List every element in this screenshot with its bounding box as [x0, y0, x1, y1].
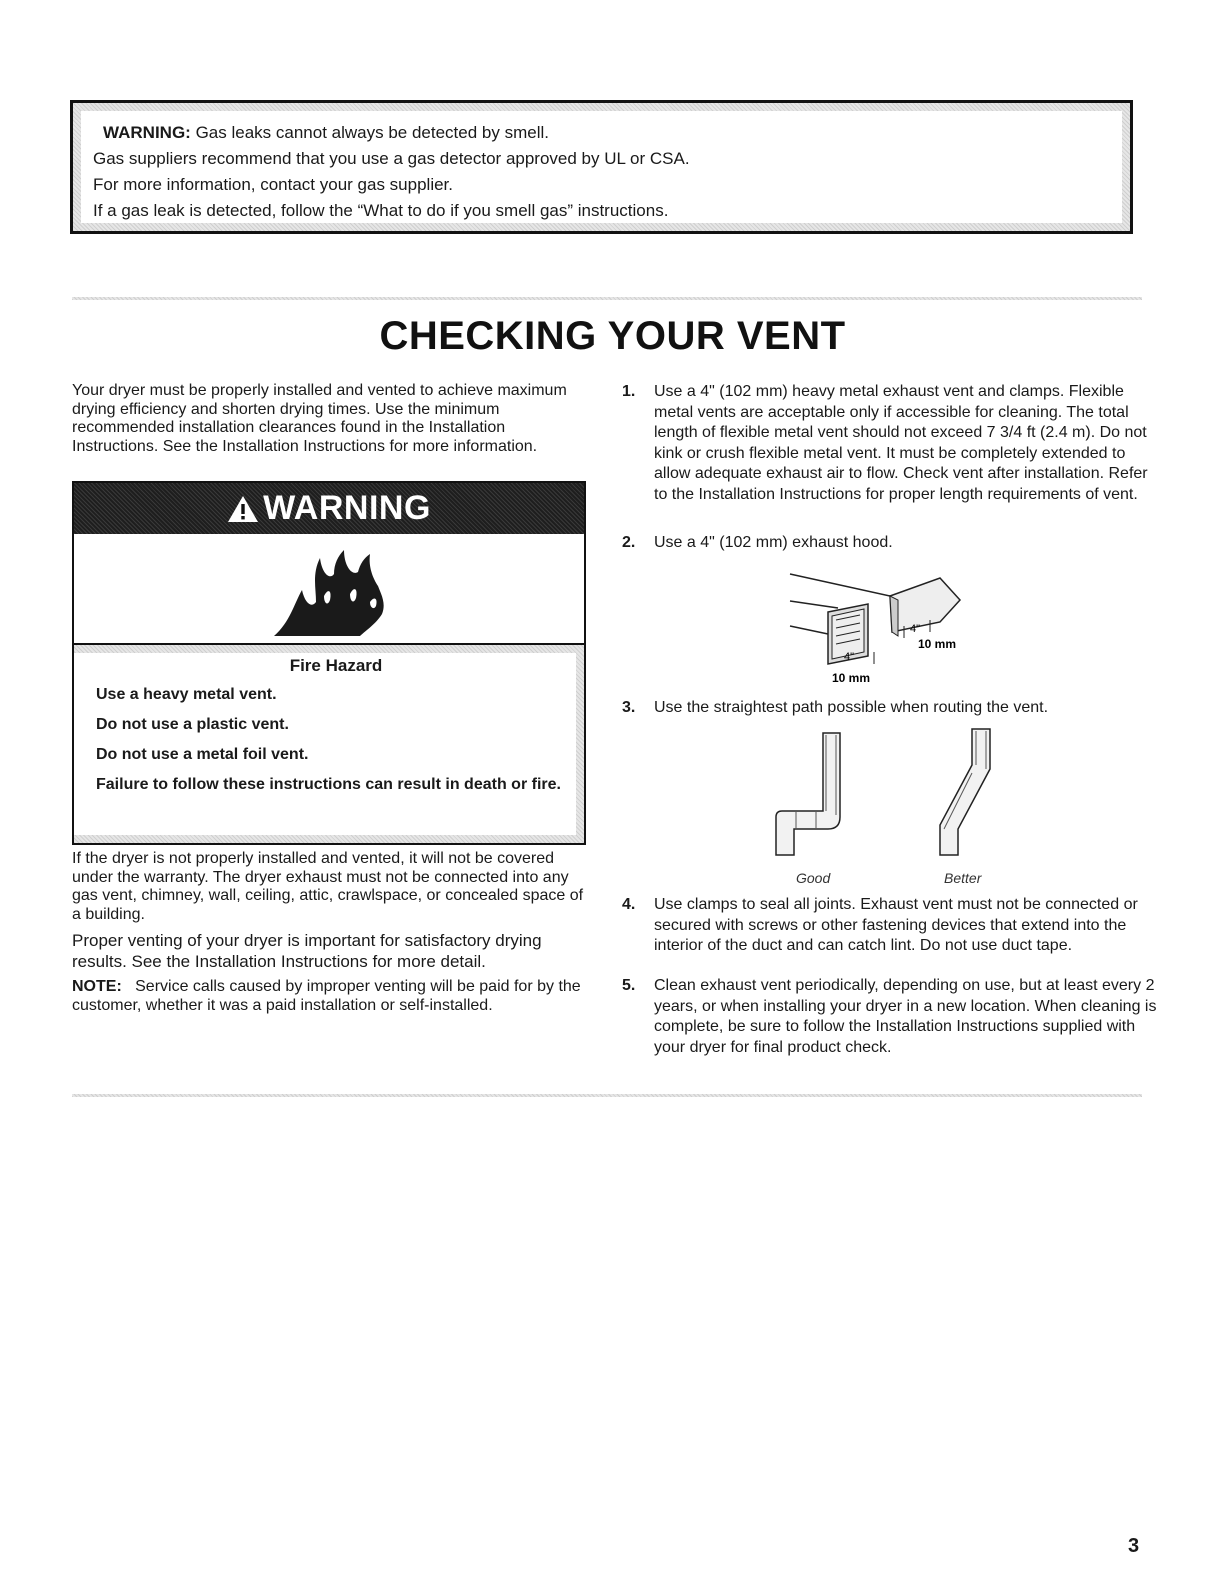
step-3-text: Use the straightest path possible when routing the vent. — [654, 699, 1049, 716]
warranty-paragraph: If the dryer is not properly installed and vented, it will not be covered under the warranty. The dryer exhaust must not be connected into any gas vent, chimney, wall, ceiling, attic, crawlspace, or concealed space of a building. — [72, 850, 584, 923]
venting-paragraph: Proper venting of your dryer is important for satisfactory drying results. See the Installation Instructions for more detail. — [72, 931, 542, 971]
hood-dim-b: 4" — [844, 651, 855, 663]
step-5-text: Clean exhaust vent periodically, depending on use, but at least every 2 years, or when installing your dryer in a new location. When cleaning is complete, be sure to follow the Installation Instructions supplied with your dryer for final product check. — [654, 977, 1157, 1056]
step-3-number: 3. — [622, 699, 636, 716]
gas-warning-box — [70, 100, 1133, 234]
step-1-number: 1. — [622, 383, 636, 400]
hazard-line-3: Do not use a metal foil vent. — [96, 746, 309, 763]
warning-header — [74, 483, 584, 534]
gas-warning-line-3: For more information, contact your gas supplier. — [93, 175, 453, 194]
warning-header-label: WARNING — [263, 489, 431, 527]
hazard-line-1: Use a heavy metal vent. — [96, 686, 277, 703]
step-1 — [622, 382, 1157, 505]
intro-paragraph: Your dryer must be properly installed and vented to achieve maximum drying efficiency and shorten drying times. Use the minimum recommended installation clearances found in the Installation Instructions. See the Installation Instructions for more information. — [72, 382, 567, 455]
hazard-title: Fire Hazard — [289, 656, 383, 675]
better-vent-shape — [940, 729, 990, 855]
hood-dim-a: 4" — [910, 623, 921, 635]
intro-column — [72, 382, 592, 456]
hazard-line-4: Failure to follow these instructions can result in death or fire. — [96, 776, 561, 793]
step-4-text: Use clamps to seal all joints. Exhaust vent must not be connected or secured with screws or other fastening devices that extend into the interior of the duct and can catch lint. Do not use duct tape. — [654, 896, 1138, 954]
page-title: CHECKING YOUR VENT — [379, 314, 846, 358]
divider-top — [72, 297, 1142, 300]
step-5 — [622, 976, 1157, 1058]
warning-triangle-icon — [227, 495, 259, 523]
vent-routing-diagram — [760, 725, 1020, 865]
fire-warning-panel — [72, 481, 586, 845]
gas-warning-line-1 — [93, 120, 1110, 146]
note-paragraph — [72, 978, 592, 1015]
divider-bottom — [72, 1094, 1142, 1097]
gas-warning-line-4: If a gas leak is detected, follow the “What to do if you smell gas” instructions. — [93, 201, 669, 220]
note-text: Service calls caused by improper venting will be paid for by the customer, whether it was a paid installation or self-installed. — [72, 978, 581, 1014]
hood-mm-b: 10 mm — [832, 671, 871, 685]
step-3 — [622, 698, 1157, 719]
fire-icon-area — [74, 534, 584, 645]
caption-good: Good — [796, 870, 831, 886]
note-label: NOTE: — [72, 978, 122, 995]
caption-better: Better — [944, 870, 982, 886]
good-vent-shape — [776, 733, 840, 855]
page-number: 3 — [1128, 1535, 1140, 1557]
gas-warning-text-1: Gas leaks cannot always be detected by smell. — [195, 123, 549, 142]
gas-warning-label: WARNING: — [103, 123, 191, 142]
fire-icon — [272, 544, 392, 639]
hood-mm-a: 10 mm — [918, 637, 957, 651]
gas-warning-line-2: Gas suppliers recommend that you use a gas detector approved by UL or CSA. — [93, 149, 690, 168]
step-2-number: 2. — [622, 534, 636, 551]
step-1-text: Use a 4" (102 mm) heavy metal exhaust vent and clamps. Flexible metal vents are acceptable only if accessible for cleaning. The total length of flexible metal vent should not exceed 7 3/4 ft (2.4 m). Do not kink or crush flexible metal vent. It must be completely extended to allow adequate exhaust air to flow. Check vent after installation. Refer to the Installation Instructions for proper length requirements of vent. — [654, 383, 1148, 503]
warranty-column — [72, 850, 592, 1021]
step-4-number: 4. — [622, 896, 636, 913]
warning-body — [74, 645, 584, 843]
hazard-line-2: Do not use a plastic vent. — [96, 716, 289, 733]
exhaust-hood-diagram — [780, 556, 980, 686]
step-4 — [622, 895, 1157, 957]
step-2 — [622, 533, 1157, 554]
step-5-number: 5. — [622, 977, 636, 994]
step-2-text: Use a 4" (102 mm) exhaust hood. — [654, 534, 893, 551]
